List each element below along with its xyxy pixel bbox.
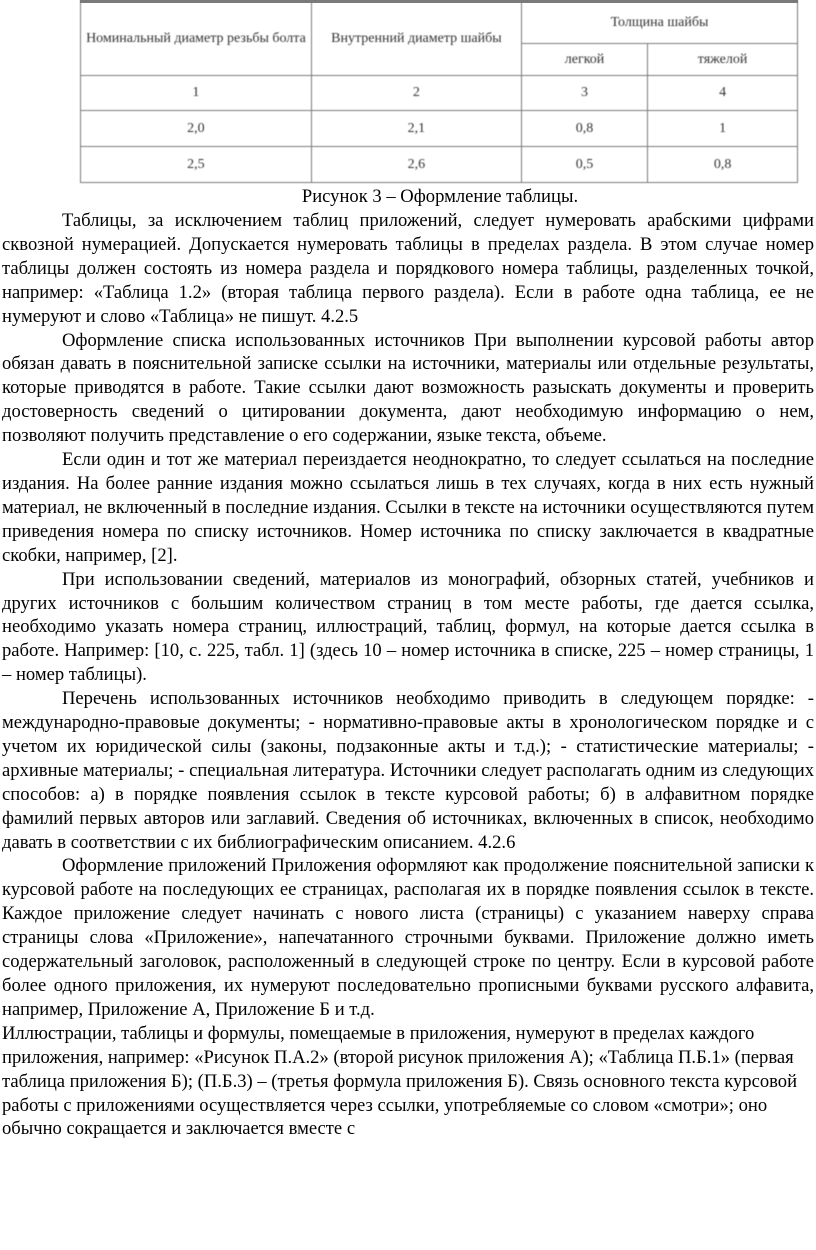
- header-heavy: тяжелой: [648, 44, 798, 76]
- paragraph-sources-list: Оформление списка использованных источников При выполнении курсовой работы автор обязан давать в пояснительной записке ссылки на источники, материалы или отдельные результаты, которые приводятся в работе. Такие ссылки дают возможность разыскать документы и проверить достоверность сведений о цитировании документа, дают необходимую информацию о нем, позволяют получить представление о его содержании, языке текста, объеме.: [2, 329, 814, 447]
- header-bolt-diameter: Номинальный диаметр резьбы болта: [81, 1, 312, 76]
- table-cell: 2: [311, 76, 521, 111]
- table-cell: 2,1: [311, 111, 521, 147]
- table-cell: 2,0: [81, 111, 312, 147]
- header-light: легкой: [521, 44, 647, 76]
- paragraph-appendix-illustrations: Иллюстрации, таблицы и формулы, помещаемые в приложения, нумеруют в пределах каждого приложения, например: «Рисунок П.А.2» (второй рисунок приложения А); «Таблица П.Б.1» (первая таблица приложения Б); (П.Б.3) – (третья формула приложения Б). Связь основного текста курсовой работы с приложениями осуществляется через ссылки, употребляемые со словом «смотри»; оно обычно сокращается и заключается вместе с: [2, 1022, 798, 1140]
- paragraph-table-numbering: Таблицы, за исключением таблиц приложений, следует нумеровать арабскими цифрами сквозной нумерацией. Допускается нумеровать таблицы в пределах раздела. В этом случае номер таблицы должен состоять из номера раздела и порядкового номера таблицы, разделенных точкой, например: «Таблица 1.2» (вторая таблица первого раздела). Если в работе одна таблица, ее не нумеруют и слово «Таблица» не пишут. 4.2.5: [2, 210, 814, 327]
- header-inner-diameter: Внутренний диаметр шайбы: [311, 1, 521, 76]
- table-row: [81, 111, 798, 147]
- table-cell: 0,8: [521, 111, 647, 147]
- paragraph-sources-order: Перечень использованных источников необходимо приводить в следующем порядке: - международно-правовые документы; - нормативно-правовые акты в хронологическом порядке и с учетом их юридической силы (законы, подзаконные акты и т.д.); - статистические материалы; - архивные материалы; - специальная литература. Источники следует располагать одним из следующих способов: а) в порядке появления ссылок в тексте курсовой работы; б) в алфавитном порядке фамилий первых авторов или заглавий. Сведения об источниках, включенных в список, необходимо давать в соответствии с их библиографическим описанием. 4.2.6: [2, 688, 814, 853]
- table-cell: 0,8: [648, 147, 798, 183]
- paragraph-editions: Если один и тот же материал переиздается неоднократно, то следует ссылаться на последние издания. На более ранние издания можно ссылаться лишь в тех случаях, когда в них есть нужный материал, не включенный в последние издания. Ссылки в тексте на источники осуществляются путем приведения номера по списку источников. Номер источника по списку заключается в квадратные скобки, например, [2].: [2, 449, 814, 566]
- table-cell: 4: [648, 76, 798, 111]
- table-cell: 1: [81, 76, 312, 111]
- table-row: [81, 76, 798, 111]
- table-cell: 2,6: [311, 147, 521, 183]
- table-row: [81, 147, 798, 183]
- washer-table: [80, 0, 798, 183]
- table-cell: 2,5: [81, 147, 312, 183]
- document-body: [2, 209, 814, 1141]
- header-washer-thickness: Толщина шайбы: [521, 1, 797, 44]
- paragraph-appendices: Оформление приложений Приложения оформляют как продолжение пояснительной записки к курсовой работе на последующих ее страницах, располагая их в порядке появления ссылок в тексте. Каждое приложение следует начинать с нового листа (страницы) с указанием наверху справа страницы слова «Приложение», напечатанного строчными буквами. Приложение должно иметь содержательный заголовок, расположенный в следующей строке по центру. Если в курсовой работе более одного приложения, их нумеруют последовательно прописными буквами русского алфавита, например, Приложение А, Приложение Б и т.д.: [2, 855, 814, 1020]
- paragraph-page-references: При использовании сведений, материалов из монографий, обзорных статей, учебников и других источников с большим количеством страниц в том месте работы, где дается ссылка, необходимо указать номера страниц, иллюстраций, таблиц, формул, на которые дается ссылка в работе. Например: [10, с. 225, табл. 1] (здесь 10 – номер источника в списке, 225 – номер страницы, 1 – номер таблицы).: [2, 568, 814, 686]
- table-cell: 3: [521, 76, 647, 111]
- table-figure: [80, 0, 798, 182]
- table-cell: 1: [648, 111, 798, 147]
- figure-caption: Рисунок 3 – Оформление таблицы.: [301, 186, 579, 207]
- table-cell: 0,5: [521, 147, 647, 183]
